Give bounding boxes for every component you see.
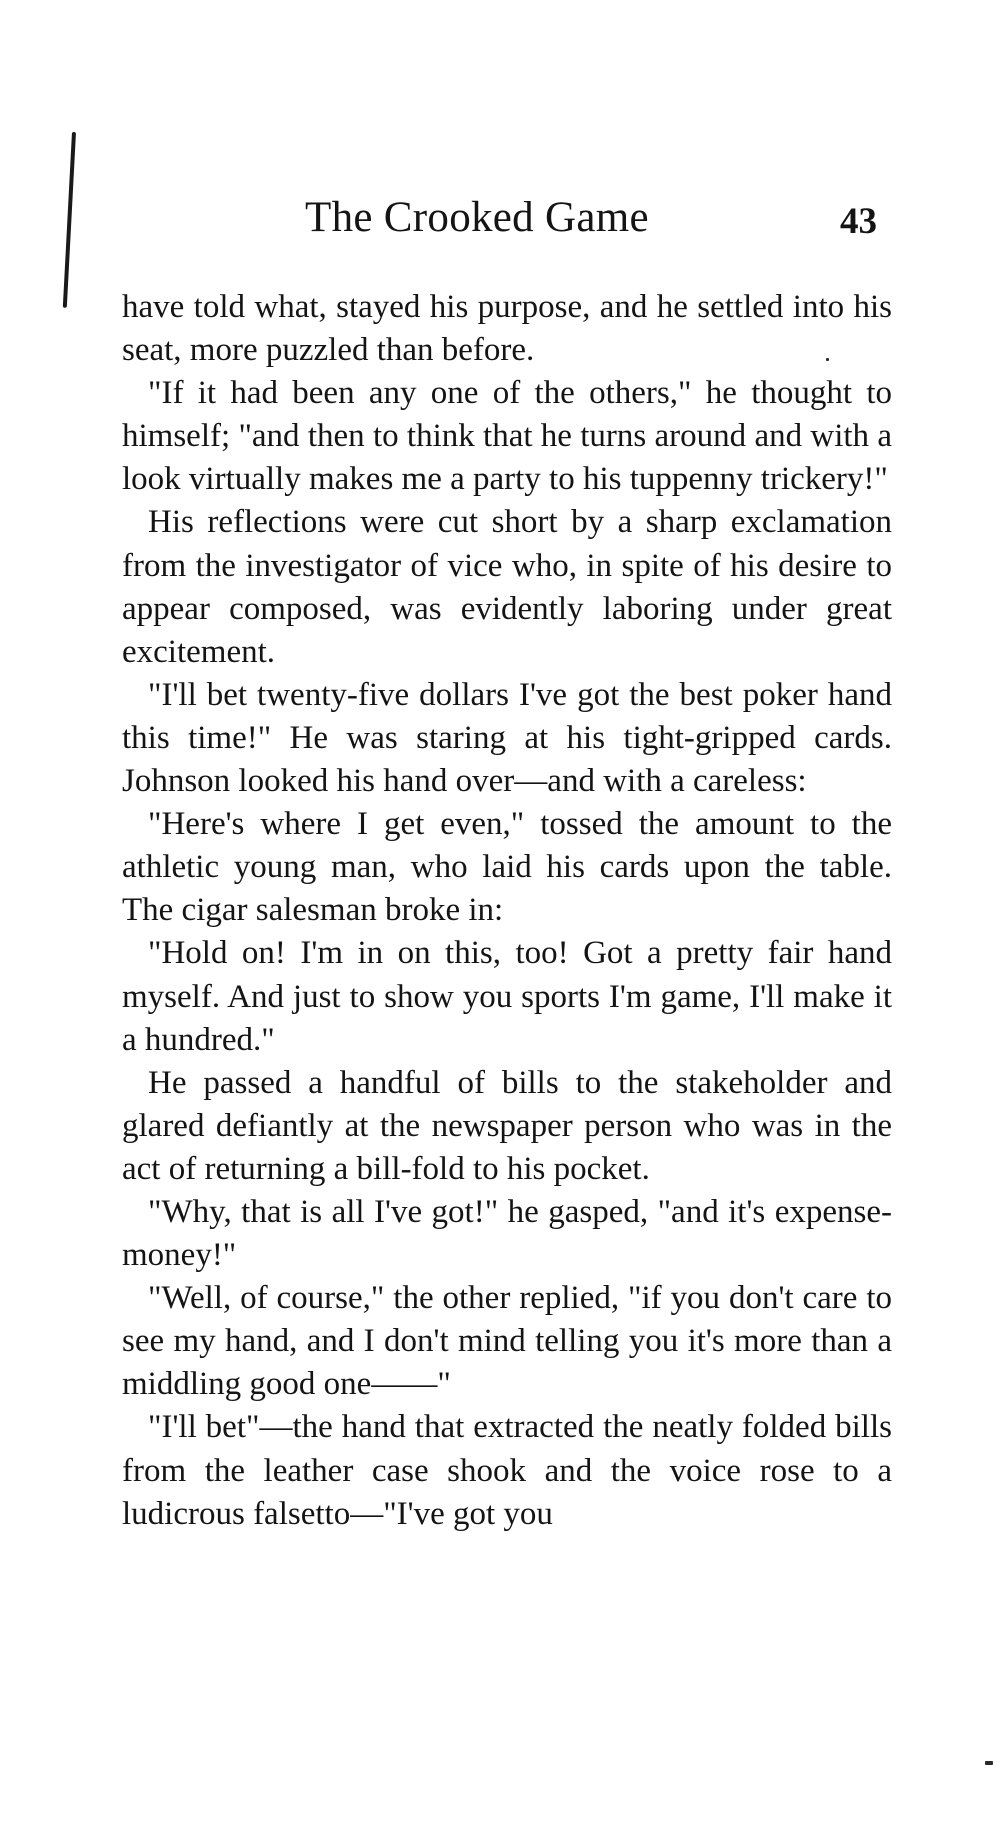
running-head — [0, 188, 1000, 248]
body-text — [122, 286, 892, 1536]
paragraph: "Here's where I get even," tossed the amount to the athletic young man, who laid his cards upon the table. The cigar salesman broke in: — [122, 806, 892, 929]
paragraph: have told what, stayed his purpose, and he settled into his seat, more puzzled than before. — [122, 289, 892, 369]
paragraph: "I'll bet"—the hand that extracted the neatly folded bills from the leather case shook and the voice rose to a ludicrous falsetto—"I've got you — [122, 1409, 892, 1532]
paragraph: "Well, of course," the other replied, "if you don't care to see my hand, and I don't mind telling you it's more than a middling good one——" — [122, 1280, 892, 1403]
page-number: 43 — [840, 201, 877, 242]
paragraph: "I'll bet twenty-five dollars I've got the best poker hand this time!" He was staring at his tight-gripped cards. Johnson looked his hand over—and with a careless: — [122, 676, 892, 800]
paragraph: "Why, that is all I've got!" he gasped, "and it's expense-money!" — [122, 1193, 892, 1274]
paragraph: "If it had been any one of the others," he thought to himself; "and then to think that he turns around and with a look virtually makes me a party to his tuppenny trickery!" — [122, 375, 892, 498]
paragraph: He passed a handful of bills to the stakeholder and glared defiantly at the newspaper person who was in the act of returning a bill-fold to his pocket. — [122, 1064, 892, 1187]
paragraph: "Hold on! I'm in on this, too! Got a pretty fair hand myself. And just to show you sports I'm game, I'll make it a hundred." — [122, 935, 892, 1058]
paragraph: His reflections were cut short by a sharp exclamation from the investigator of vice who, in spite of his desire to appear composed, was evidently laboring under great excitement. — [122, 504, 892, 670]
chapter-title: The Crooked Game — [305, 194, 649, 241]
scan-speck — [985, 1761, 993, 1765]
